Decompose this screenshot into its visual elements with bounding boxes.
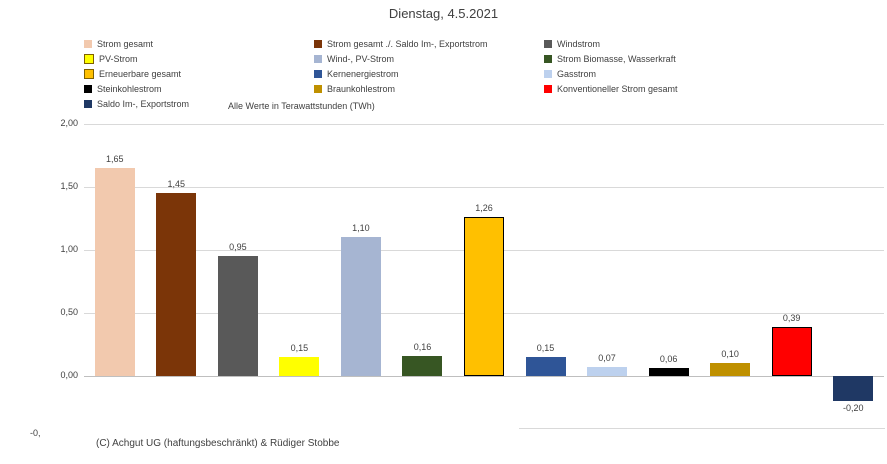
legend-item-label: Strom Biomasse, Wasserkraft (557, 53, 676, 64)
legend-item[interactable] (544, 51, 724, 66)
bar[interactable] (95, 168, 135, 376)
legend-item-label: Windstrom (557, 38, 601, 49)
plot-area (60, 118, 884, 414)
bar-value-label: 1,45 (167, 179, 186, 190)
bar[interactable] (649, 368, 689, 376)
legend-swatch-icon (544, 85, 552, 93)
bar-value-label: 1,26 (475, 203, 493, 214)
legend-swatch-icon (544, 40, 552, 48)
chart-legend (84, 36, 724, 111)
legend-item[interactable] (544, 81, 724, 96)
gridline (84, 124, 884, 125)
legend-swatch-icon (84, 85, 92, 93)
legend-item[interactable] (84, 66, 314, 81)
bar-value-label: 0,39 (782, 312, 801, 323)
legend-swatch-icon (84, 54, 94, 64)
y-axis-zero-line (84, 376, 884, 377)
y-axis-tick-label: 1,50 (60, 181, 78, 191)
y-axis-tick-label: 0,00 (60, 370, 78, 380)
footer-divider (519, 428, 885, 429)
chart-title: Dienstag, 4.5.2021 (388, 6, 499, 21)
bar[interactable] (402, 356, 442, 376)
bar[interactable] (526, 357, 566, 376)
legend-item[interactable] (84, 51, 314, 66)
bar[interactable] (464, 217, 504, 376)
units-note: Alle Werte in Terawattstunden (TWh) (228, 101, 375, 111)
bar[interactable] (833, 376, 873, 401)
y-axis-tick-label: 2,00 (60, 118, 78, 128)
legend-swatch-icon (314, 55, 322, 63)
bar-value-label: 0,15 (536, 343, 555, 354)
legend-swatch-icon (314, 85, 322, 93)
copyright-text: (C) Achgut UG (haftungsbeschränkt) & Rüdiger Stobbe (96, 438, 340, 449)
y-axis-tick-label: 0,50 (60, 307, 78, 317)
legend-item-label: Gasstrom (557, 68, 597, 79)
bar[interactable] (218, 256, 258, 376)
legend-item[interactable] (544, 66, 724, 81)
legend-swatch-icon (84, 69, 94, 79)
legend-swatch-icon (314, 70, 322, 78)
bar[interactable] (279, 357, 319, 376)
y-axis-extra-tick: -0, (30, 428, 41, 438)
legend-swatch-icon (544, 70, 552, 78)
bar[interactable] (772, 327, 812, 376)
bar-value-label: 0,15 (290, 343, 309, 354)
bar[interactable] (710, 363, 750, 376)
legend-item-label: Erneuerbare gesamt (99, 68, 182, 79)
legend-item-label: Konventioneller Strom gesamt (557, 83, 678, 94)
legend-item[interactable] (314, 36, 544, 51)
legend-item-label: Strom gesamt ./. Saldo Im-, Exportstrom (327, 38, 488, 49)
bar[interactable] (341, 237, 381, 376)
legend-item-label: PV-Strom (99, 53, 138, 64)
legend-swatch-icon (314, 40, 322, 48)
legend-item-label: Strom gesamt (97, 38, 154, 49)
legend-swatch-icon (84, 100, 92, 108)
bar-value-label: 0,07 (598, 353, 616, 364)
bar-value-label: 0,95 (229, 242, 247, 253)
y-axis-tick-label: 1,00 (60, 244, 78, 254)
legend-swatch-icon (84, 40, 92, 48)
legend-item-label: Wind-, PV-Strom (327, 53, 395, 64)
legend-item[interactable] (314, 66, 544, 81)
legend-item[interactable] (544, 36, 724, 51)
legend-item[interactable] (314, 81, 544, 96)
legend-item[interactable] (84, 81, 314, 96)
legend-item-label: Saldo Im-, Exportstrom (97, 98, 190, 109)
legend-item-label: Kernenergiestrom (327, 68, 399, 79)
legend-item[interactable] (84, 36, 314, 51)
bar[interactable] (587, 367, 627, 376)
legend-item-label: Steinkohlestrom (97, 83, 162, 94)
bar-value-label: -0,20 (842, 403, 864, 414)
bar-value-label: 0,06 (659, 354, 678, 365)
bar[interactable] (156, 193, 196, 376)
legend-item[interactable] (314, 51, 544, 66)
bar-value-label: 1,10 (352, 223, 370, 234)
bar-value-label: 0,10 (721, 349, 739, 360)
legend-item-label: Braunkohlestrom (327, 83, 396, 94)
legend-swatch-icon (544, 55, 552, 63)
bar-value-label: 1,65 (106, 154, 124, 165)
bar-value-label: 0,16 (413, 341, 432, 352)
